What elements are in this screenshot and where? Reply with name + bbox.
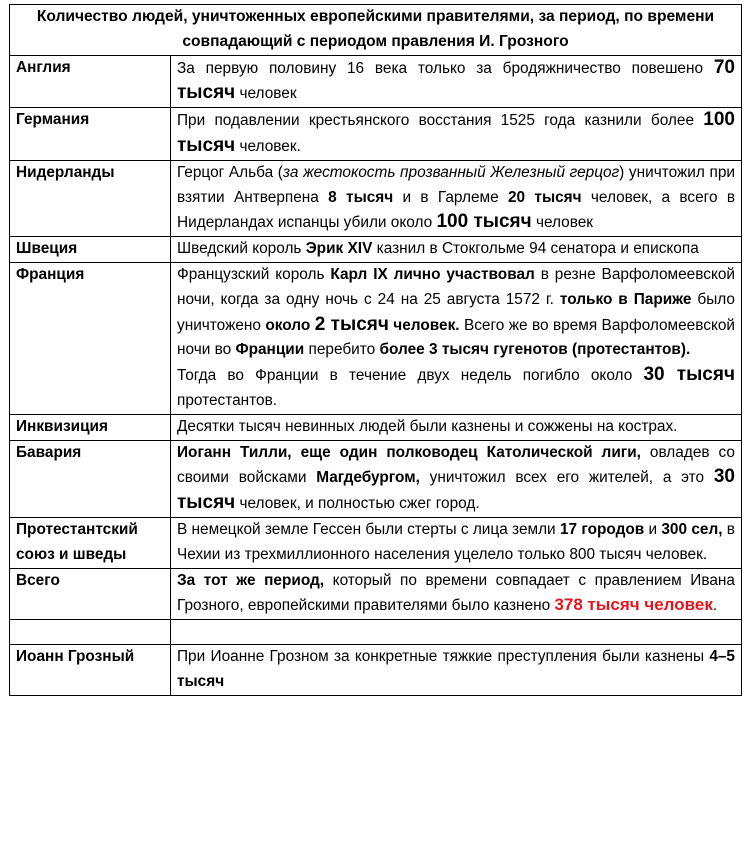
number-bold: 4–5 тысяч [177, 648, 735, 690]
description-cell [171, 55, 742, 108]
text: было уничтожено [177, 290, 735, 334]
table-row-england [10, 55, 742, 108]
table-row-bavaria [10, 440, 742, 517]
country-cell: Англия [10, 55, 171, 108]
table-row-sweden [10, 237, 742, 263]
text: Герцог Альба ( [177, 163, 283, 181]
description-cell [171, 645, 742, 696]
description-cell: Десятки тысяч невинных людей были казнены и сожжены на кострах. [171, 414, 742, 440]
description-cell [171, 568, 742, 620]
number-bold: 20 тысяч [507, 188, 582, 206]
title-row [10, 5, 742, 56]
number-bold: 2 тысяч [314, 313, 389, 335]
text: в Чехии из трехмиллионного населения уцелело только 800 тысяч человек. [177, 520, 735, 563]
text-bold: Магдебургом, [316, 469, 420, 487]
text: человек [531, 214, 594, 232]
text: перебито [304, 341, 380, 359]
country-cell: Всего [10, 568, 171, 620]
text: и [644, 520, 662, 538]
number-bold: 30 тысяч [643, 364, 735, 386]
text-bold: человек. [388, 316, 460, 334]
number-bold: 8 тысяч [328, 188, 394, 206]
text: человек. [235, 137, 301, 155]
text: человек, а всего в Нидерландах испанцы убили около [177, 188, 735, 232]
text-bold: , [718, 520, 727, 538]
text: Французский король [177, 265, 331, 283]
text: В немецкой земле Гессен были стерты с лица земли [177, 520, 560, 538]
table-row-netherlands [10, 160, 742, 236]
description-cell [171, 440, 742, 517]
text: в резне Варфоломеевской ночи, когда за одну ночь с 24 на 25 августа 1572 г. [177, 265, 736, 308]
country-cell: Швеция [10, 237, 171, 263]
number-bold: 70 тысяч [177, 56, 735, 104]
text-bold: Иоганн Тилли, еще один полководец Католической лиги, [177, 443, 641, 461]
text-bold: только в Париже [559, 290, 692, 308]
country-cell: Протестантский союз и шведы [10, 517, 171, 568]
country-cell: Инквизиция [10, 414, 171, 440]
description-cell [171, 517, 742, 568]
text-bold: Карл IX лично участвовал [330, 265, 535, 283]
number-bold: 17 городов [559, 520, 645, 538]
text: овладев со своими войсками [177, 443, 735, 487]
text: При подавлении крестьянского восстания 1525 года казнили более [177, 112, 704, 130]
table-title: Количество людей, уничтоженных европейскими правителями, за период, по времени совпадающий с периодом правления И. Грозного [10, 5, 742, 56]
table-row-ivan [10, 645, 742, 696]
table-row-total [10, 568, 742, 620]
table-row-germany [10, 108, 742, 161]
paragraph [177, 263, 735, 363]
description-cell [171, 237, 742, 263]
text: За первую половину 16 века только за бродяжничество повешено [177, 59, 714, 77]
description-cell [171, 108, 742, 161]
number-bold: 100 тысяч [177, 109, 735, 156]
text: и в Гарлеме [393, 188, 508, 206]
description-cell [171, 262, 742, 414]
text: При Иоанне Грозном за конкретные тяжкие преступления были казнены [177, 648, 710, 666]
number-bold: 300 сел [661, 520, 719, 538]
text: человек, и полностью сжег город. [235, 495, 480, 513]
number-bold: 30 тысяч [177, 466, 735, 514]
country-cell: Иоанн Грозный [10, 645, 171, 696]
text: который по времени совпадает с правлением Ивана Грозного, европейскими правителями было казнено [177, 571, 735, 615]
comparison-table [9, 4, 742, 696]
text: ) уничтожил при взятии Антверпена [177, 163, 735, 206]
table-row-france [10, 262, 742, 414]
country-cell: Нидерланды [10, 160, 171, 236]
country-cell: Бавария [10, 440, 171, 517]
description-cell [171, 160, 742, 236]
text: казнил в Стокгольме 94 сенатора и епископа [372, 240, 699, 258]
text: уничтожил всех его жителей, а это [419, 469, 714, 487]
text-bold: более 3 тысяч гугенотов (протестантов). [379, 341, 691, 359]
table-row-empty [10, 620, 742, 645]
text-bold: За тот же период, [177, 571, 325, 589]
name-bold: Эрик XIV [305, 240, 373, 258]
country-cell: Франция [10, 262, 171, 414]
text: человек [235, 85, 297, 103]
text: Шведский король [177, 240, 306, 258]
text: Всего же во время Варфоломеевской ночи во [177, 316, 736, 359]
empty-cell [171, 620, 742, 645]
text: протестантов. [177, 391, 278, 409]
table-row-protestant [10, 517, 742, 568]
empty-cell [10, 620, 171, 645]
country-cell: Германия [10, 108, 171, 161]
number-bold: 100 тысяч [436, 211, 532, 233]
text: Тогда во Франции в течение двух недель погибло около [177, 367, 644, 385]
text-bold: около [265, 316, 315, 334]
table-row-inquisition [10, 414, 742, 440]
total-highlight: 378 тысяч человек [554, 595, 713, 615]
italic-note: за жестокость прозванный Железный герцог [282, 163, 620, 181]
text: . [712, 597, 718, 615]
paragraph [177, 363, 735, 414]
text-bold: Франции [235, 341, 305, 359]
